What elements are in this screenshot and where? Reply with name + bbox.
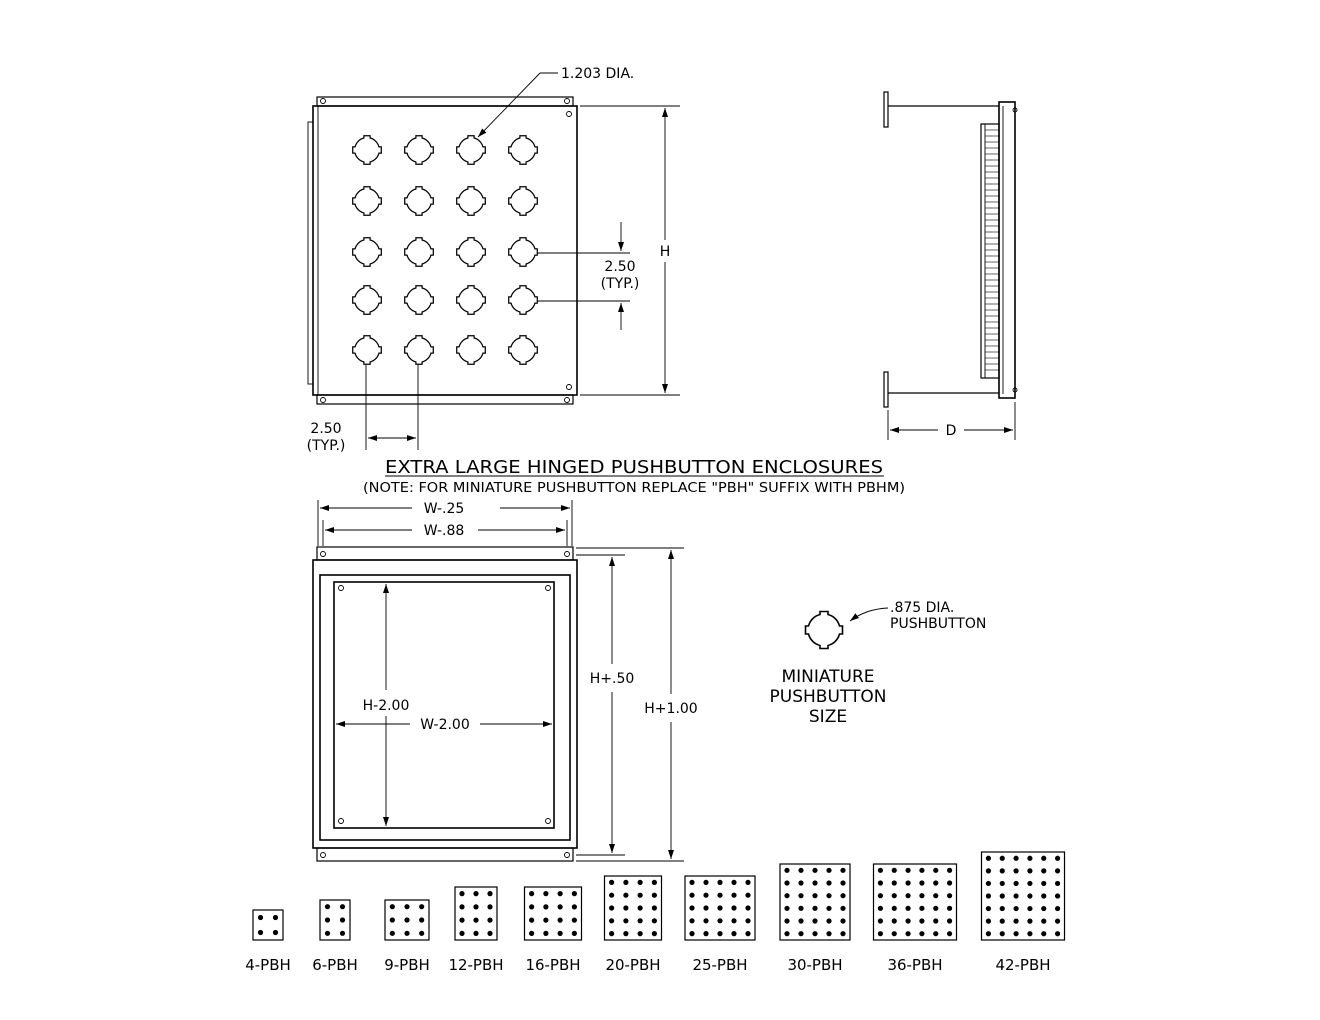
layout-dot — [689, 893, 694, 898]
layout-dot — [1000, 881, 1005, 886]
layout-dot — [1000, 893, 1005, 898]
layout-dot — [878, 893, 883, 898]
pushbutton-hole — [353, 187, 382, 216]
layout-dot — [933, 893, 938, 898]
vertical-spacing-typ: (TYP.) — [600, 276, 640, 292]
layout-dot — [543, 904, 548, 909]
layout-dot — [1055, 868, 1060, 873]
layout-dot — [703, 880, 708, 885]
layout-dot — [986, 856, 991, 861]
miniature-callout-label: PUSHBUTTON — [890, 616, 987, 632]
layout-dot — [840, 893, 845, 898]
layout-dot — [390, 917, 395, 922]
layout-dot — [390, 931, 395, 936]
layout-dot — [623, 918, 628, 923]
layout-dot — [878, 880, 883, 885]
layout-dot — [1041, 919, 1046, 924]
layout-dot — [1000, 856, 1005, 861]
layout-dot — [878, 918, 883, 923]
layout-dot — [638, 918, 643, 923]
layout-dot — [459, 918, 464, 923]
layout-dot — [878, 868, 883, 873]
layout-dot — [1027, 919, 1032, 924]
layout-dot — [1055, 881, 1060, 886]
layout-dot — [529, 918, 534, 923]
horizontal-spacing-typ: (TYP.) — [306, 438, 346, 454]
layout-label: 25-PBH — [692, 956, 748, 974]
layout-dot — [273, 930, 278, 935]
layout-dot — [840, 931, 845, 936]
layout-dot — [638, 931, 643, 936]
layout-dot — [784, 918, 789, 923]
layout-dot — [826, 868, 831, 873]
layout-dot — [798, 880, 803, 885]
pushbutton-holes — [353, 136, 538, 365]
layout-dot — [558, 931, 563, 936]
layout-dot — [340, 931, 345, 936]
layout-dot — [325, 904, 330, 909]
layout-dot — [892, 880, 897, 885]
layout-dot — [652, 880, 657, 885]
layout-dot — [459, 904, 464, 909]
layout-dot — [947, 893, 952, 898]
layout-dot — [703, 905, 708, 910]
pushbutton-hole — [353, 136, 382, 165]
layout-dot — [258, 930, 263, 935]
outer-width-dim: W-.25 — [423, 501, 465, 517]
layout-dot — [947, 931, 952, 936]
layout-dot — [878, 906, 883, 911]
layout-dot — [652, 918, 657, 923]
pushbutton-hole — [509, 187, 538, 216]
layout-dot — [609, 893, 614, 898]
miniature-pushbutton — [770, 600, 987, 727]
layout-dot — [905, 931, 910, 936]
layout-dot — [572, 891, 577, 896]
layout-dot — [919, 868, 924, 873]
layout-dot — [1027, 856, 1032, 861]
layout-dot — [1041, 931, 1046, 936]
depth-label: D — [945, 423, 957, 439]
pushbutton-hole — [353, 238, 382, 267]
layout-label: 9-PBH — [384, 956, 430, 974]
layout-dot — [905, 906, 910, 911]
layout-dot — [731, 918, 736, 923]
layout-dot — [1013, 931, 1018, 936]
layout-dot — [933, 918, 938, 923]
layout-dot — [798, 868, 803, 873]
layout-dot — [1013, 906, 1018, 911]
layout-dot — [892, 918, 897, 923]
layout-dot — [933, 906, 938, 911]
front-view — [307, 66, 680, 454]
pushbutton-hole — [509, 336, 538, 365]
layout-dot — [812, 868, 817, 873]
inner-height-dim: H-2.00 — [362, 698, 410, 714]
pushbutton-hole — [509, 238, 538, 267]
back-frame — [320, 575, 570, 840]
layout-dot — [784, 880, 789, 885]
inner-width-dim: W-2.00 — [420, 717, 470, 733]
layout-dot — [798, 931, 803, 936]
pushbutton-hole — [405, 286, 434, 315]
layout-dot — [933, 880, 938, 885]
layout-dot — [638, 893, 643, 898]
layout-dot — [1055, 906, 1060, 911]
layout-dot — [986, 893, 991, 898]
vertical-spacing-value: 2.50 — [604, 259, 636, 275]
layout-dot — [558, 891, 563, 896]
layout-dot — [459, 931, 464, 936]
layout-dot — [905, 918, 910, 923]
layout-dot — [717, 931, 722, 936]
layout-dot — [529, 891, 534, 896]
layout-dot — [947, 880, 952, 885]
layout-dot — [404, 931, 409, 936]
layout-dot — [826, 931, 831, 936]
layout-dot — [689, 931, 694, 936]
layout-dot — [258, 915, 263, 920]
layout-dot — [745, 893, 750, 898]
layout-dot — [1013, 919, 1018, 924]
layout-label: 20-PBH — [605, 956, 661, 974]
pushbutton-hole — [509, 136, 538, 165]
horizontal-spacing-value: 2.50 — [310, 421, 342, 437]
layout-dot — [689, 918, 694, 923]
layout-dot — [1000, 906, 1005, 911]
layout-dot — [703, 931, 708, 936]
layout-dot — [812, 906, 817, 911]
layout-dot — [986, 906, 991, 911]
layout-dot — [731, 931, 736, 936]
layout-dot — [1013, 856, 1018, 861]
layout-box-6-pbh — [320, 900, 350, 940]
layout-dot — [919, 893, 924, 898]
layout-dot — [473, 931, 478, 936]
layout-dot — [878, 931, 883, 936]
layout-dot — [905, 880, 910, 885]
back-view — [313, 500, 698, 861]
layout-dot — [473, 918, 478, 923]
pushbutton-hole — [509, 286, 538, 315]
layout-dot — [919, 880, 924, 885]
layout-dot — [947, 906, 952, 911]
layout-dot — [689, 880, 694, 885]
pushbutton-hole — [405, 336, 434, 365]
back-bottom-flange — [317, 848, 573, 861]
pushbutton-hole — [405, 187, 434, 216]
pushbutton-hole — [457, 336, 486, 365]
layout-dot — [529, 931, 534, 936]
pushbutton-hole — [457, 187, 486, 216]
layout-dot — [892, 893, 897, 898]
layout-dot — [572, 918, 577, 923]
layout-dot — [652, 893, 657, 898]
layout-dot — [905, 868, 910, 873]
layout-dot — [784, 931, 789, 936]
layout-dot — [933, 931, 938, 936]
layout-dot — [572, 931, 577, 936]
layout-dot — [826, 906, 831, 911]
layout-dot — [572, 904, 577, 909]
mount-width-dim: W-.88 — [423, 523, 465, 539]
layout-dot — [798, 893, 803, 898]
layout-dot — [812, 918, 817, 923]
layout-dot — [840, 906, 845, 911]
layout-dot — [731, 893, 736, 898]
layout-dot — [892, 931, 897, 936]
bottom-flange — [317, 395, 573, 404]
layout-dot — [543, 918, 548, 923]
layout-dot — [905, 893, 910, 898]
miniature-caption-line3: SIZE — [808, 707, 848, 727]
layout-dot — [812, 880, 817, 885]
miniature-caption-line2: PUSHBUTTON — [769, 687, 887, 707]
layout-dot — [623, 893, 628, 898]
side-flange-top — [884, 92, 888, 127]
layout-dot — [798, 906, 803, 911]
side-door — [999, 102, 1015, 398]
back-top-flange — [317, 547, 573, 560]
layout-dot — [840, 868, 845, 873]
layout-dot — [273, 915, 278, 920]
miniature-hole-icon — [806, 612, 843, 649]
layout-box-42-pbh — [982, 852, 1065, 940]
layout-dot — [986, 881, 991, 886]
layout-dot — [892, 868, 897, 873]
pushbutton-hole — [353, 286, 382, 315]
layout-dot — [703, 893, 708, 898]
layout-dot — [784, 906, 789, 911]
layout-dot — [404, 904, 409, 909]
layout-dot — [419, 904, 424, 909]
layout-dot — [826, 918, 831, 923]
mount-height-dim: H+.50 — [589, 671, 635, 687]
layout-dot — [652, 905, 657, 910]
pushbutton-hole — [457, 286, 486, 315]
layout-dot — [325, 931, 330, 936]
layout-dot — [745, 905, 750, 910]
layout-options — [245, 852, 1064, 974]
layout-dot — [826, 893, 831, 898]
layout-dot — [529, 904, 534, 909]
layout-dot — [623, 905, 628, 910]
layout-dot — [487, 931, 492, 936]
layout-dot — [784, 868, 789, 873]
layout-dot — [812, 893, 817, 898]
layout-dot — [717, 880, 722, 885]
layout-dot — [947, 868, 952, 873]
layout-dot — [1055, 893, 1060, 898]
side-hinge-ticks — [985, 130, 999, 370]
layout-dot — [419, 931, 424, 936]
layout-dot — [404, 917, 409, 922]
miniature-callout-dia: .875 DIA. — [890, 600, 955, 616]
layout-dot — [986, 868, 991, 873]
layout-dot — [745, 931, 750, 936]
pushbutton-hole — [457, 238, 486, 267]
pushbutton-hole — [457, 136, 486, 165]
layout-dot — [1055, 931, 1060, 936]
layout-dot — [473, 904, 478, 909]
layout-dot — [919, 906, 924, 911]
layout-box-4-pbh — [253, 910, 283, 940]
layout-dot — [1027, 893, 1032, 898]
layout-dot — [638, 880, 643, 885]
layout-dot — [340, 917, 345, 922]
layout-dot — [1041, 906, 1046, 911]
side-flange-bottom — [884, 372, 888, 407]
layout-dot — [1000, 931, 1005, 936]
layout-dot — [487, 904, 492, 909]
layout-dot — [826, 880, 831, 885]
side-view — [884, 92, 1017, 440]
layout-dot — [745, 918, 750, 923]
layout-dot — [717, 918, 722, 923]
layout-dot — [609, 905, 614, 910]
top-flange — [317, 97, 573, 106]
layout-dot — [812, 931, 817, 936]
pushbutton-hole — [405, 136, 434, 165]
layout-dot — [638, 905, 643, 910]
layout-dot — [623, 931, 628, 936]
layout-dot — [558, 918, 563, 923]
layout-dot — [609, 880, 614, 885]
back-body — [313, 560, 577, 848]
layout-dot — [487, 918, 492, 923]
layout-dot — [986, 919, 991, 924]
layout-dot — [731, 880, 736, 885]
layout-dot — [1041, 893, 1046, 898]
height-label: H — [659, 244, 671, 260]
layout-dot — [340, 904, 345, 909]
layout-label: 6-PBH — [312, 956, 358, 974]
layout-dot — [1013, 868, 1018, 873]
layout-dot — [689, 905, 694, 910]
layout-label: 12-PBH — [448, 956, 504, 974]
layout-dot — [459, 891, 464, 896]
layout-box-36-pbh — [874, 864, 957, 940]
drawing-title: EXTRA LARGE HINGED PUSHBUTTON ENCLOSURES — [385, 458, 883, 478]
layout-dot — [1055, 856, 1060, 861]
layout-dot — [840, 880, 845, 885]
layout-dot — [1027, 931, 1032, 936]
layout-dot — [487, 891, 492, 896]
layout-dot — [1027, 868, 1032, 873]
layout-dot — [947, 918, 952, 923]
layout-dot — [558, 904, 563, 909]
layout-dot — [1013, 881, 1018, 886]
layout-dot — [390, 904, 395, 909]
layout-dot — [652, 931, 657, 936]
layout-dot — [1013, 893, 1018, 898]
layout-dot — [473, 891, 478, 896]
layout-dot — [1000, 868, 1005, 873]
layout-dot — [717, 905, 722, 910]
layout-dot — [919, 931, 924, 936]
layout-dot — [609, 931, 614, 936]
miniature-caption-line1: MINIATURE — [781, 667, 875, 687]
layout-label: 42-PBH — [995, 956, 1051, 974]
layout-dot — [784, 893, 789, 898]
suffix-note: (NOTE: FOR MINIATURE PUSHBUTTON REPLACE "PBH" SUFFIX WITH PBHM) — [363, 480, 905, 496]
layout-dot — [717, 893, 722, 898]
layout-dot — [1027, 881, 1032, 886]
layout-dot — [919, 918, 924, 923]
layout-dot — [623, 880, 628, 885]
layout-dot — [1000, 919, 1005, 924]
layout-dot — [731, 905, 736, 910]
layout-box-30-pbh — [780, 864, 850, 940]
layout-label: 4-PBH — [245, 956, 291, 974]
pushbutton-hole — [405, 238, 434, 267]
outer-height-dim: H+1.00 — [644, 701, 698, 717]
hole-dia-callout: 1.203 DIA. — [561, 66, 635, 82]
layout-label: 36-PBH — [887, 956, 943, 974]
pushbutton-hole — [353, 336, 382, 365]
layout-dot — [543, 931, 548, 936]
layout-label: 16-PBH — [525, 956, 581, 974]
layout-dot — [325, 917, 330, 922]
layout-dot — [745, 880, 750, 885]
layout-dot — [1041, 868, 1046, 873]
layout-dot — [419, 917, 424, 922]
layout-dot — [1041, 856, 1046, 861]
layout-dot — [892, 906, 897, 911]
layout-dot — [1055, 919, 1060, 924]
layout-label: 30-PBH — [787, 956, 843, 974]
layout-dot — [1027, 906, 1032, 911]
layout-dot — [798, 918, 803, 923]
layout-dot — [933, 868, 938, 873]
layout-dot — [609, 918, 614, 923]
layout-dot — [840, 918, 845, 923]
layout-dot — [703, 918, 708, 923]
layout-dot — [1041, 881, 1046, 886]
layout-dot — [986, 931, 991, 936]
layout-dot — [543, 891, 548, 896]
